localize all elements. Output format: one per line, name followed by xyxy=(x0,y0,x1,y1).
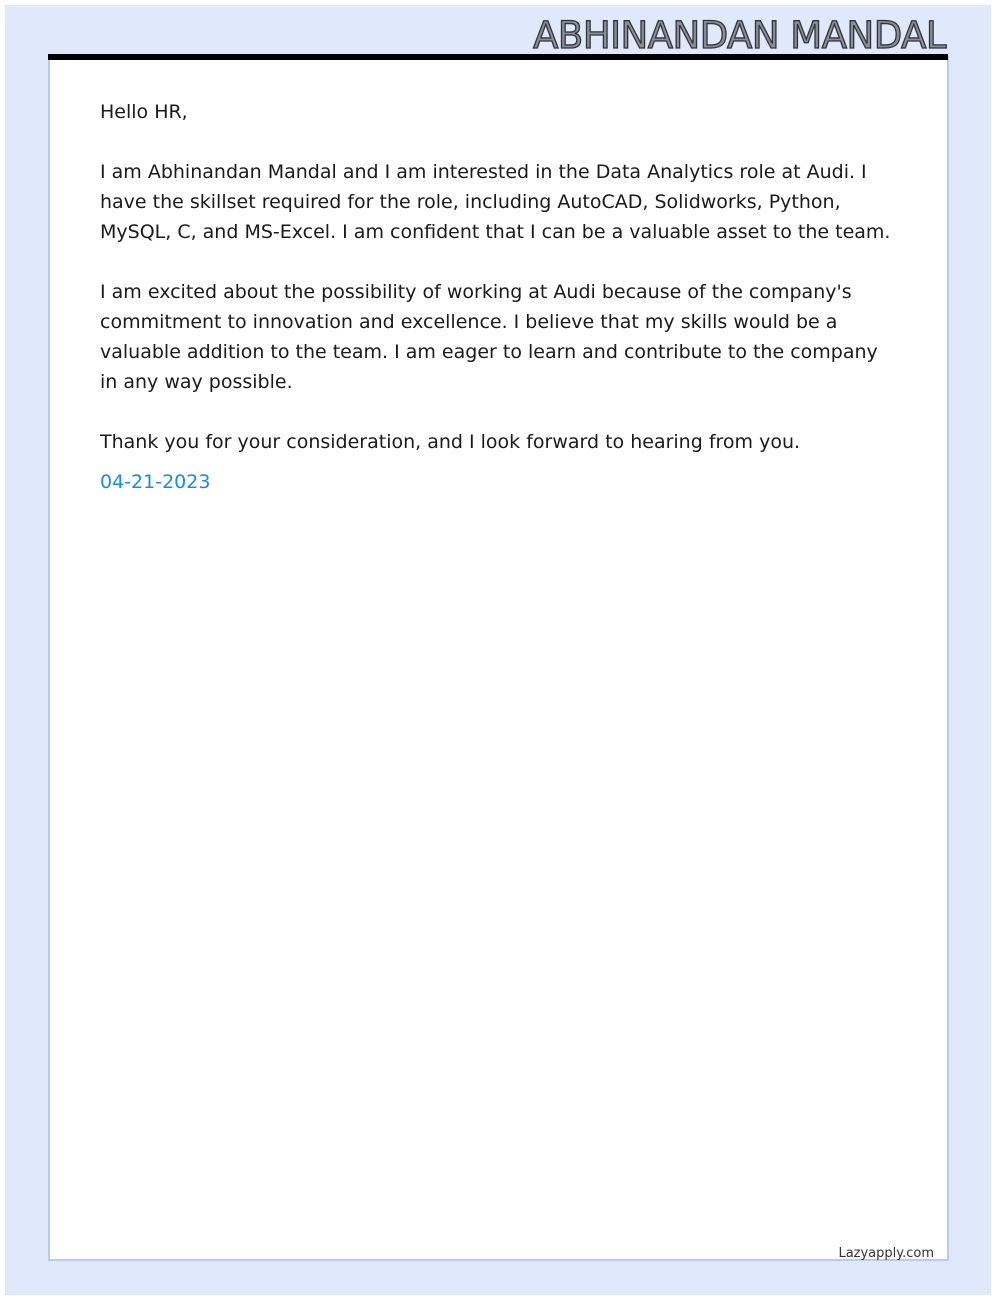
letter-date: 04-21-2023 xyxy=(100,471,211,493)
footer-brand: Lazyapply.com xyxy=(838,1246,934,1261)
applicant-name: ABHINANDAN MANDAL xyxy=(533,14,946,57)
greeting: Hello HR, xyxy=(100,101,188,123)
paragraph-closing: Thank you for your consideration, and I look forward to hearing from you. xyxy=(100,431,801,453)
paragraph-motivation: I am excited about the possibility of working at Audi because of the company's commitment to innovation and excellence. I believe that my skills would be a valuable addition to the team. I am eager to learn and contribute to the company in any way possible. xyxy=(100,281,878,393)
letter-body xyxy=(100,97,900,497)
paragraph-intro: I am Abhinandan Mandal and I am interested in the Data Analytics role at Audi. I have the skillset required for the role, including AutoCAD, Solidworks, Python, MySQL, C, and MS-Excel. I am confident that I can be a valuable asset to the team. xyxy=(100,161,891,243)
